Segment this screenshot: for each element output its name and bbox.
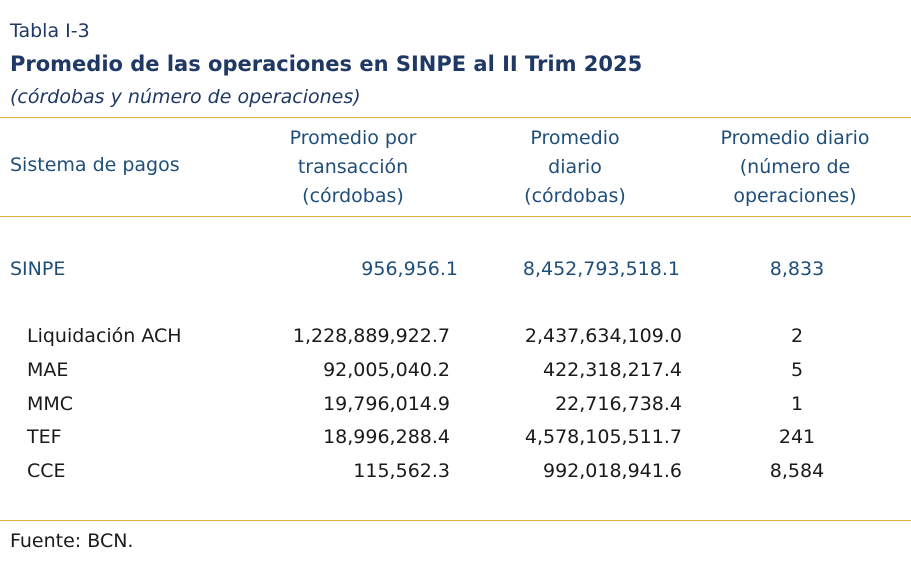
row-daily: 4,578,105,511.7 — [524, 426, 682, 448]
column-header-per-transaction — [248, 124, 458, 211]
row-daily: 2,437,634,109.0 — [524, 325, 682, 347]
column-header-line: Promedio por — [289, 127, 417, 149]
row-per-transaction: 19,796,014.9 — [323, 393, 450, 415]
row-daily-count: 1 — [790, 393, 804, 415]
column-header-line: operaciones) — [733, 185, 857, 207]
header-rule — [0, 216, 911, 217]
total-row-daily: 8,452,793,518.1 — [522, 258, 680, 280]
total-row-name: SINPE — [10, 258, 66, 280]
row-per-transaction: 1,228,889,922.7 — [292, 325, 450, 347]
row-daily: 22,716,738.4 — [555, 393, 682, 415]
total-row-per-transaction: 956,956.1 — [361, 258, 458, 280]
row-per-transaction: 92,005,040.2 — [323, 359, 450, 381]
row-daily-count: 241 — [778, 426, 816, 448]
column-header-line: Sistema de pagos — [10, 154, 180, 176]
row-daily-count: 2 — [790, 325, 804, 347]
row-name: TEF — [27, 426, 62, 448]
row-name: Liquidación ACH — [27, 325, 182, 347]
column-header-line: (córdobas) — [302, 185, 404, 207]
row-name: MMC — [27, 393, 74, 415]
row-daily-count: 5 — [790, 359, 804, 381]
row-name: CCE — [27, 460, 66, 482]
column-header-line: transacción — [297, 156, 409, 178]
table-title: Promedio de las operaciones en SINPE al II Trim 2025 — [10, 52, 643, 76]
row-daily-count: 8,584 — [769, 460, 825, 482]
row-daily: 992,018,941.6 — [542, 460, 682, 482]
source-note: Fuente: BCN. — [10, 530, 134, 552]
column-header-line: diario — [548, 156, 602, 178]
row-per-transaction: 115,562.3 — [353, 460, 450, 482]
column-header-line: Promedio — [530, 127, 620, 149]
table-label: Tabla I-3 — [10, 20, 90, 42]
row-per-transaction: 18,996,288.4 — [323, 426, 450, 448]
table-subtitle: (córdobas y número de operaciones) — [10, 86, 361, 108]
column-header-line: (número de — [739, 156, 851, 178]
row-name: MAE — [27, 359, 69, 381]
column-header-daily-count — [695, 124, 895, 211]
column-header-system — [10, 151, 180, 180]
top-rule — [0, 117, 911, 118]
total-row-daily-count: 8,833 — [769, 258, 825, 280]
column-header-line: (córdobas) — [524, 185, 626, 207]
column-header-line: Promedio diario — [720, 127, 870, 149]
row-daily: 422,318,217.4 — [542, 359, 682, 381]
column-header-daily — [480, 124, 670, 211]
bottom-rule — [0, 520, 911, 521]
